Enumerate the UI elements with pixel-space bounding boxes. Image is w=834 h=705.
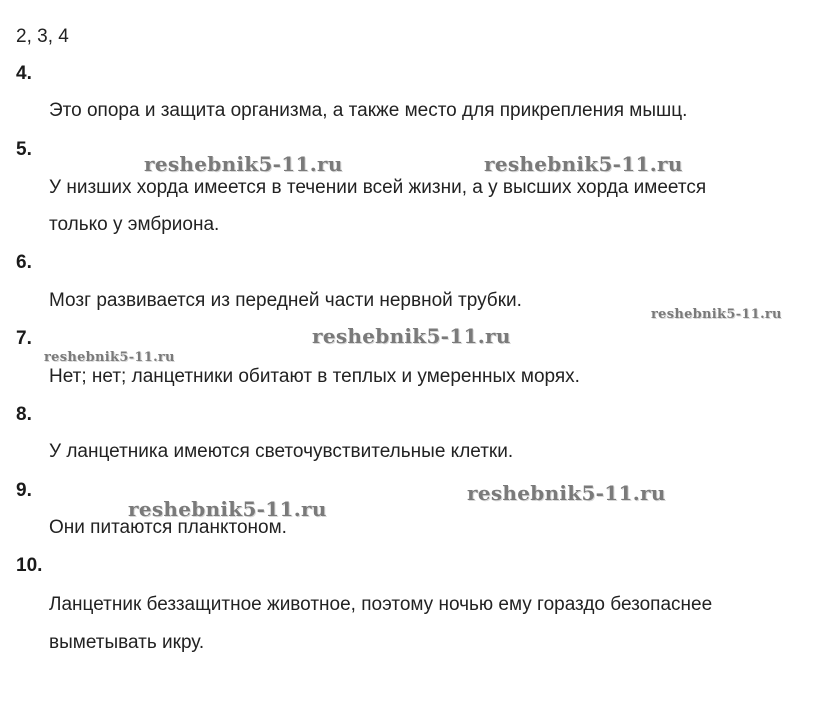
answer-number-7: 7. (16, 328, 32, 349)
answer-text-10-line-2: выметывать икру. (49, 632, 205, 653)
answer-text-4: Это опора и защита организма, а также место для прикрепления мышц. (49, 100, 688, 121)
answer-text-7: Нет; нет; ланцетники обитают в теплых и умеренных морях. (49, 366, 580, 387)
watermark: reshebnik5-11.ru (144, 152, 343, 176)
answer-number-8: 8. (16, 404, 32, 425)
answer-text-6: Мозг развивается из передней части нервной трубки. (49, 290, 522, 311)
watermark: reshebnik5-11.ru (467, 481, 666, 505)
answer-text-5-line-2: только у эмбриона. (49, 214, 220, 235)
answer-number-4: 4. (16, 63, 32, 84)
watermark: reshebnik5-11.ru (312, 324, 511, 348)
answer-text-10-line-1: Ланцетник беззащитное животное, поэтому ночью ему гораздо безопаснее (49, 594, 713, 615)
answer-number-10: 10. (16, 555, 43, 576)
answer-number-6: 6. (16, 252, 32, 273)
answer-text-9: Они питаются планктоном. (49, 517, 287, 538)
watermark: reshebnik5-11.ru (44, 350, 175, 365)
watermark: reshebnik5-11.ru (484, 152, 683, 176)
watermark: reshebnik5-11.ru (128, 497, 327, 521)
watermark: reshebnik5-11.ru (651, 307, 782, 322)
answer-text-8: У ланцетника имеются светочувствительные клетки. (49, 441, 514, 462)
answer-number-9: 9. (16, 480, 32, 501)
answer-text-5-line-1: У низших хорда имеется в течении всей жизни, а у высших хорда имеется (49, 177, 707, 198)
page-header-line: 2, 3, 4 (16, 26, 69, 47)
answer-number-5: 5. (16, 139, 32, 160)
